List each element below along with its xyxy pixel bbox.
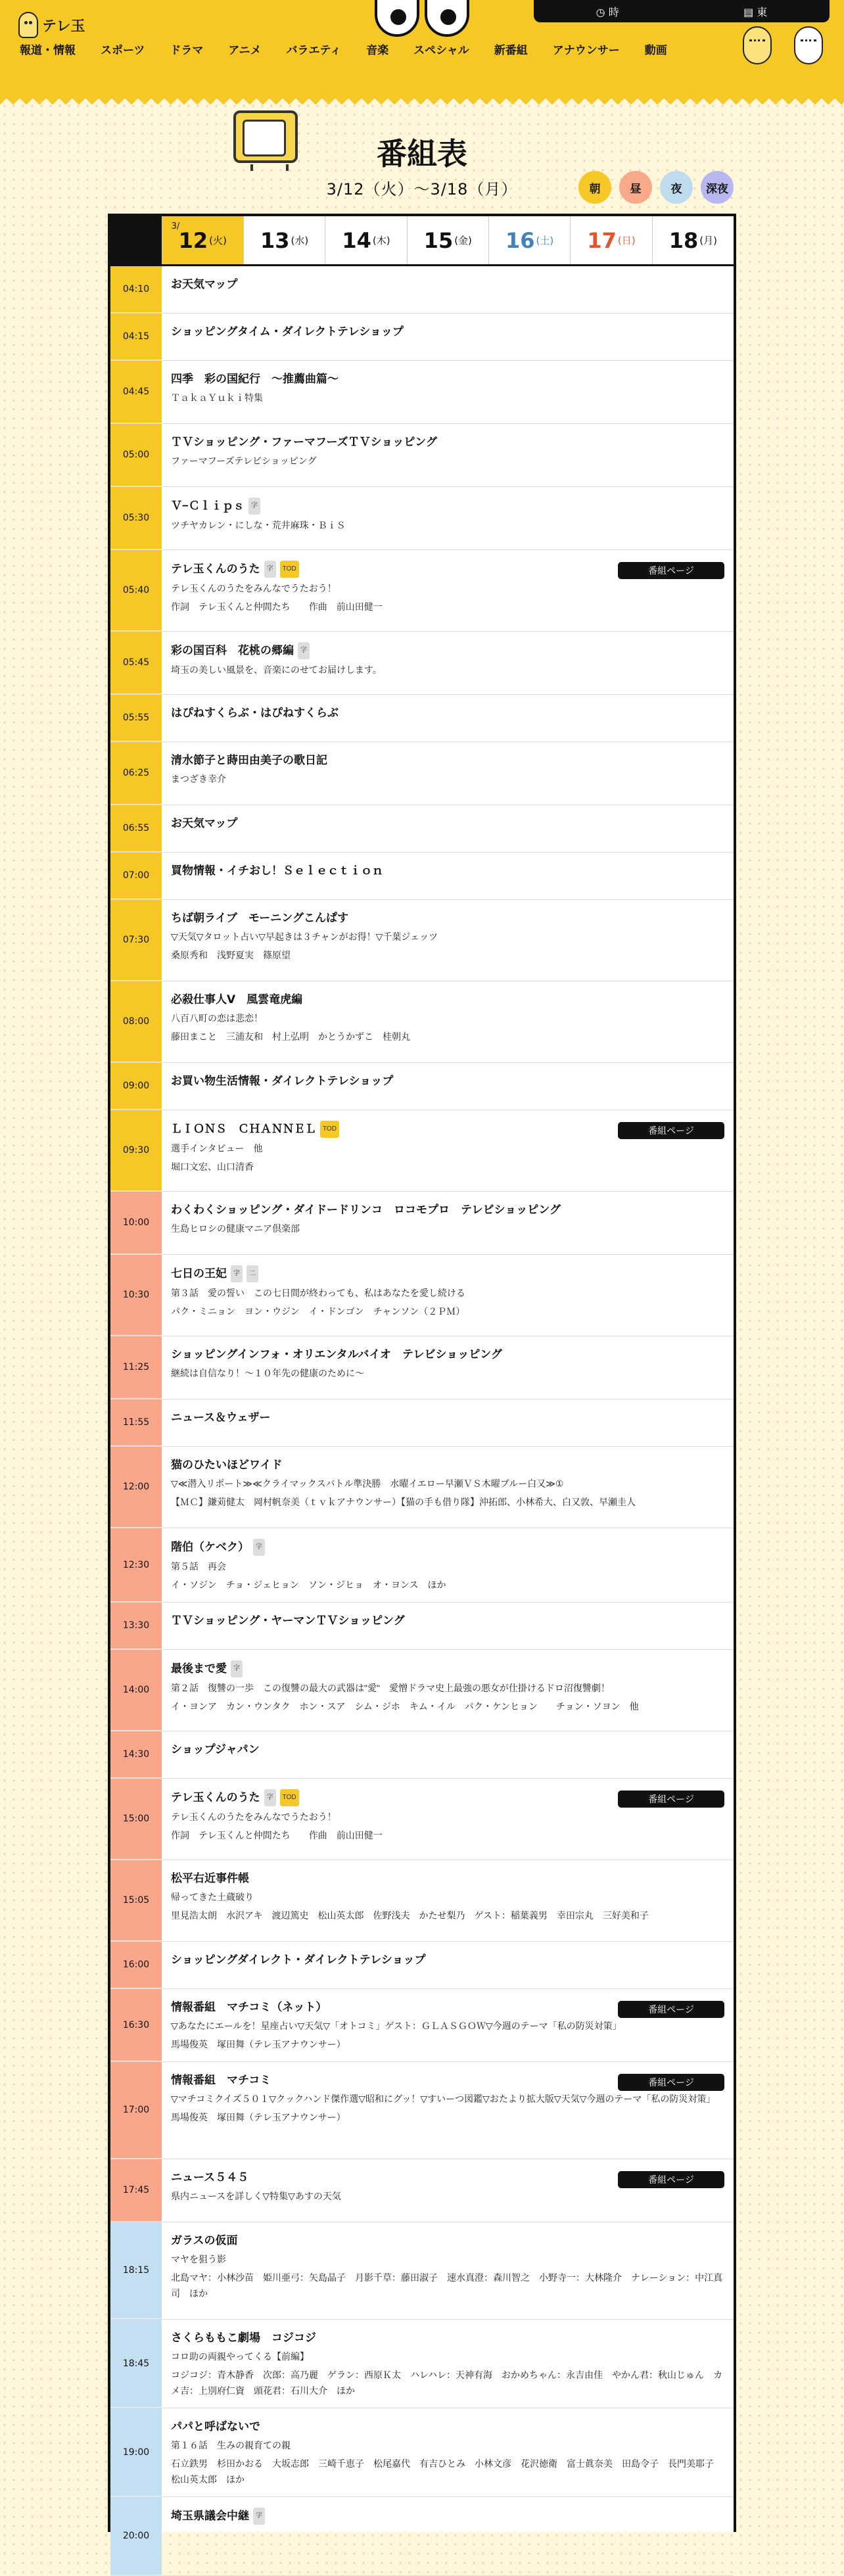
program-time: 05:00 (110, 424, 162, 486)
program-title-text[interactable]: 階伯（ケベク） (171, 1541, 249, 1553)
program-description: 藤田まこと 三浦友和 村上弘明 かとうかずこ 桂朝丸 (171, 1031, 410, 1042)
program-description: ▽≪潜入リポート≫≪クライマックスバトル準決勝 水曜イエロー早瀬ＶＳ木曜ブルー白又≫① (171, 1478, 564, 1489)
day-number: 13 (260, 227, 290, 253)
nav-item[interactable]: アナウンサー (552, 44, 620, 57)
program-cell (162, 742, 734, 805)
program-description: ツチヤカレン・にしな・荒井麻珠・ＢｉＳ (171, 520, 346, 530)
program-cell (162, 1336, 734, 1399)
program-cell (162, 2497, 734, 2575)
program-row (110, 314, 734, 361)
program-title[interactable] (171, 1347, 724, 1363)
program-page-button[interactable]: 番組ページ (618, 2001, 724, 2018)
day-weekday: (火) (209, 235, 227, 246)
program-cell (162, 1192, 734, 1254)
program-title-text[interactable]: ちば朝ライブ モーニングこんぱす (171, 912, 348, 924)
program-grid (108, 214, 736, 2541)
program-description: テレ玉くんのうたをみんなでうたおう！ (171, 583, 337, 594)
program-row (110, 853, 734, 900)
nav-item[interactable]: 音楽 (366, 44, 389, 57)
caption-badge: 字 (264, 561, 276, 578)
band-morning-button[interactable]: 朝 (578, 171, 611, 204)
site-logo[interactable] (18, 12, 85, 38)
day-month: 3/ (171, 222, 180, 231)
program-title-text[interactable]: ショッピングダイレクト・ダイレクトテレショップ (171, 1954, 426, 1966)
global-nav (20, 41, 692, 57)
program-description: まつざき幸介 (171, 774, 226, 784)
program-time: 18:45 (110, 2320, 162, 2408)
program-title-text[interactable]: ニュース５４５ (171, 2171, 249, 2184)
program-page-button[interactable]: 番組ページ (618, 1122, 724, 1139)
program-description: 馬場俊英 塚田舞（テレ玉アナウンサー） (171, 2039, 346, 2049)
program-cell (162, 1731, 734, 1778)
program-cell (162, 805, 734, 852)
program-title-text[interactable]: 彩の国百科 花桃の郷編 (171, 644, 294, 657)
program-title[interactable] (171, 434, 724, 450)
program-title[interactable] (171, 1613, 724, 1629)
program-row (110, 1336, 734, 1399)
program-title-text[interactable]: 情報番組 マチコミ (171, 2074, 271, 2086)
program-time: 04:10 (110, 266, 162, 313)
band-day-button[interactable]: 昼 (619, 171, 652, 204)
program-title[interactable] (171, 1265, 724, 1282)
day-number: 12 (178, 227, 208, 253)
program-time: 06:25 (110, 742, 162, 805)
program-time: 12:30 (110, 1528, 162, 1602)
program-time: 11:25 (110, 1336, 162, 1399)
program-title-text[interactable]: お買い物生活情報・ダイレクトテレショップ (171, 1075, 394, 1087)
program-description: 【ＭＣ】鎌苅健太 岡村帆奈美（ｔｖｋアナウンサー）【猫の手も借り隊】沖拓郎、小林希大、白又敦、早瀬圭人 (171, 1497, 636, 1507)
nav-item[interactable]: 報道・情報 (20, 44, 76, 57)
program-time: 16:00 (110, 1942, 162, 1988)
program-cell (162, 550, 734, 631)
program-title-text[interactable]: わくわくショッピング・ダイドードリンコ ロコモプロ テレビショッピング (171, 1204, 561, 1216)
program-row (110, 266, 734, 314)
program-description: 作詞 テレ玉くんと仲間たち 作曲 前山田健一 (171, 1830, 383, 1840)
program-cell (162, 266, 734, 313)
program-title-text[interactable]: 最後まで愛 (171, 1662, 227, 1675)
program-row (110, 1603, 734, 1650)
program-cell (162, 1779, 734, 1860)
program-description: イ・ソジン チョ・ジェヒョン ソン・ジヒョ オ・ヨンス ほか (171, 1580, 446, 1590)
program-cell (162, 1110, 734, 1191)
grid-corner (110, 216, 162, 264)
program-title-text[interactable]: 猫のひたいほどワイド (171, 1459, 283, 1471)
program-row (110, 900, 734, 981)
program-row (110, 2497, 734, 2576)
program-row (110, 981, 734, 1063)
time-band-selector (578, 171, 734, 204)
program-row (110, 1650, 734, 1731)
program-description: 作詞 テレ玉くんと仲間たち 作曲 前山田健一 (171, 601, 383, 612)
program-time: 09:30 (110, 1110, 162, 1191)
program-cell (162, 695, 734, 741)
program-description: 北島マヤ：小林沙苗 姫川亜弓：矢島晶子 月影千草：藤田淑子 速水真澄：森川智之 小野寺一：大林隆介 ナレーション：中江真司 ほか (171, 2272, 723, 2299)
right-eye-icon (425, 0, 469, 37)
program-title-text[interactable]: 必殺仕事人Ⅴ 風雲竜虎編 (171, 993, 303, 1006)
program-cell (162, 1399, 734, 1446)
program-title[interactable] (171, 2330, 724, 2346)
program-title[interactable] (171, 642, 724, 659)
program-title[interactable] (171, 1660, 724, 1677)
program-title-text[interactable]: お天気マップ (171, 817, 238, 830)
program-description: 選手インタビュー 他 (171, 1143, 263, 1154)
program-cell (162, 314, 734, 360)
program-time: 09:00 (110, 1063, 162, 1110)
program-title-text[interactable]: 埼玉県議会中継 (171, 2510, 249, 2522)
day-number: 17 (587, 227, 617, 253)
program-description: コジコジ：青木静香 次郎：高乃麗 ゲラン：西原Ｋ太 ハレハレ：天神有海 おかめちゃん：永吉由佳 やかん君：秋山じゅん カメ吉：上別府仁資 頭花君：石川大介 ほか (171, 2370, 723, 2396)
program-title-text[interactable]: ＬＩＯＮＳ ＣＨＡＮＮＥＬ (171, 1123, 316, 1135)
program-page-button[interactable]: 番組ページ (618, 1791, 724, 1808)
program-title[interactable] (171, 863, 724, 879)
program-title-text[interactable]: さくらももこ劇場 コジコジ (171, 2331, 316, 2344)
caption-badge: 字 (253, 2508, 265, 2525)
program-page-button[interactable]: 番組ページ (618, 2074, 724, 2091)
day-tab[interactable] (570, 216, 651, 264)
program-time: 14:30 (110, 1731, 162, 1778)
program-title[interactable] (171, 498, 724, 515)
program-time: 19:00 (110, 2408, 162, 2496)
program-row (110, 2062, 734, 2159)
program-description: 生島ヒロシの健康マニア倶楽部 (171, 1223, 300, 1234)
program-cell (162, 424, 734, 486)
site-header (0, 0, 844, 97)
program-time: 06:55 (110, 805, 162, 852)
program-time: 05:40 (110, 550, 162, 631)
program-time: 05:45 (110, 632, 162, 694)
program-description: ファーマフーズテレビショッピング (171, 456, 317, 466)
program-row (110, 1942, 734, 1989)
program-row (110, 487, 734, 550)
program-title-text[interactable]: ＴＶショッピング・ヤーマンＴＶショッピング (171, 1614, 405, 1627)
program-title[interactable] (171, 324, 724, 340)
program-time: 07:00 (110, 853, 162, 899)
program-row (110, 742, 734, 805)
program-cell (162, 487, 734, 550)
program-cell (162, 900, 734, 981)
program-title[interactable] (171, 1410, 724, 1426)
nav-item[interactable]: 動画 (644, 44, 667, 57)
program-time: 04:45 (110, 361, 162, 423)
nav-item[interactable]: アニメ (228, 44, 262, 57)
program-row (110, 1110, 734, 1192)
program-time: 17:45 (110, 2159, 162, 2222)
band-late-night-button[interactable]: 深夜 (701, 171, 734, 204)
page-title: 番組表 (377, 136, 467, 172)
program-time: 11:55 (110, 1399, 162, 1446)
program-row (110, 695, 734, 742)
program-cell (162, 1942, 734, 1988)
program-time: 08:00 (110, 981, 162, 1062)
program-time: 15:05 (110, 1860, 162, 1941)
program-title[interactable] (171, 705, 724, 721)
day-tab[interactable] (243, 216, 325, 264)
program-row (110, 1860, 734, 1942)
program-title-text[interactable]: 清水節子と蒔田由美子の歌日記 (171, 754, 327, 766)
day-number: 15 (423, 227, 454, 253)
day-weekday: (土) (536, 235, 554, 246)
program-title[interactable] (171, 2508, 724, 2525)
program-list (110, 266, 734, 2576)
program-row (110, 1255, 734, 1336)
program-time: 05:30 (110, 487, 162, 550)
program-row (110, 2159, 734, 2222)
program-description: 第１６話 生みの親育ての親 (171, 2440, 291, 2450)
program-description: 第５話 再会 (171, 1561, 226, 1572)
caption-badge: 字 (231, 1660, 243, 1677)
day-tabs (110, 216, 734, 266)
program-cell (162, 853, 734, 899)
mascot-eyes (375, 0, 469, 37)
day-weekday: (水) (291, 235, 309, 246)
program-cell (162, 1650, 734, 1731)
program-cell (162, 2062, 734, 2159)
program-cell (162, 1860, 734, 1941)
nav-item[interactable]: バラエティ (286, 44, 342, 57)
caption-badge: 字 (253, 1539, 265, 1556)
program-row (110, 1989, 734, 2062)
program-description: ▽天気▽タロット占い▽早起きは３チャンがお得！▽千葉ジェッツ (171, 931, 438, 942)
day-tab[interactable] (325, 216, 406, 264)
caption-badge: 二 (246, 1265, 258, 1282)
program-row (110, 424, 734, 487)
program-title[interactable] (171, 2233, 724, 2249)
program-title-text[interactable]: はぴねすくらぶ・はぴねすくらぶ (171, 707, 339, 719)
program-cell (162, 1528, 734, 1602)
program-title-text[interactable]: ＴＶショッピング・ファーマフーズＴＶショッピング (171, 436, 437, 448)
program-title[interactable] (171, 816, 724, 831)
program-title[interactable] (171, 1742, 724, 1758)
program-description: 里見浩太朗 水沢アキ 渡辺篤史 松山英太郎 佐野浅夫 かたせ梨乃 ゲスト：稲葉義男 幸田宗丸 三好美和子 (171, 1910, 649, 1921)
program-time: 18:15 (110, 2222, 162, 2319)
program-description: 県内ニュースを詳しく▽特集▽あすの天気 (171, 2191, 341, 2201)
program-row (110, 1779, 734, 1860)
program-time: 05:55 (110, 695, 162, 741)
program-title-text[interactable]: ショッピングタイム・ダイレクトテレショップ (171, 325, 404, 338)
program-title[interactable] (171, 753, 724, 768)
program-time: 13:30 (110, 1603, 162, 1649)
program-title[interactable] (171, 1871, 724, 1886)
tod-badge: TOD (280, 561, 299, 578)
day-tab[interactable] (407, 216, 488, 264)
program-time: 20:00 (110, 2497, 162, 2575)
program-time: 12:00 (110, 1447, 162, 1528)
band-night-button[interactable]: 夜 (660, 171, 693, 204)
day-weekday: (金) (454, 235, 472, 246)
program-time: 10:30 (110, 1255, 162, 1336)
day-tab[interactable] (162, 216, 243, 264)
program-description: テレ玉くんのうたをみんなでうたおう！ (171, 1812, 337, 1822)
program-title[interactable] (171, 1457, 724, 1473)
program-title[interactable] (171, 1073, 724, 1089)
caption-badge: 字 (231, 1265, 243, 1282)
program-title-text[interactable]: Ｖ−Ｃｌｉｐｓ (171, 500, 245, 512)
tod-badge: TOD (320, 1121, 339, 1138)
program-description: 桑原秀和 浅野夏実 篠原望 (171, 950, 291, 960)
program-description: イ・ヨンア カン・ウンタク ホン・スア シム・ジホ キム・イル パク・ケンヒョン チョン・ソヨン 他 (171, 1701, 639, 1712)
day-weekday: (木) (372, 235, 390, 246)
program-row (110, 1063, 734, 1110)
program-title[interactable] (171, 277, 724, 293)
nav-item[interactable]: スペシャル (413, 44, 469, 57)
program-description: パク・ミニョン ヨン・ウジン イ・ドンゴン チャンソン（２ＰＭ） (171, 1306, 465, 1317)
program-title-text[interactable]: ショッピングインフォ・オリエンタルバイオ テレビショッピング (171, 1348, 502, 1361)
program-row (110, 2222, 734, 2320)
program-time: 16:30 (110, 1989, 162, 2061)
nav-item[interactable]: スポーツ (101, 44, 145, 57)
program-title-text[interactable]: 四季 彩の国紀行 〜推薦曲篇〜 (171, 373, 339, 385)
program-title-text[interactable]: 買物情報・イチおし！Ｓｅｌｅｃｔｉｏｎ (171, 864, 383, 877)
program-title-text[interactable]: テレ玉くんのうた (171, 1791, 260, 1804)
title-area (0, 110, 844, 209)
program-description: 帰ってきた土蔵破り (171, 1892, 254, 1902)
program-title[interactable] (171, 371, 724, 387)
date-range: 3/12（火）〜3/18（月） (326, 180, 518, 199)
program-cell (162, 2222, 734, 2319)
left-eye-icon (375, 0, 419, 37)
program-row (110, 1192, 734, 1255)
program-title-text[interactable]: ニュース＆ウェザー (171, 1411, 271, 1424)
weather-link[interactable]: ▤ 東 (743, 5, 768, 18)
program-description: 継続は自信なり！〜１０年先の健康のために〜 (171, 1368, 364, 1378)
program-cell (162, 1447, 734, 1528)
program-time: 07:30 (110, 900, 162, 981)
program-title-text[interactable]: パパと呼ばないで (171, 2420, 260, 2433)
program-cell (162, 2408, 734, 2496)
program-description: コロ助の両親やってくる【前編】 (171, 2351, 309, 2362)
caption-badge: 字 (264, 1789, 276, 1806)
program-title[interactable] (171, 1202, 724, 1218)
program-title-text[interactable]: 松平右近事件帳 (171, 1872, 249, 1885)
program-time: 04:15 (110, 314, 162, 360)
mascot-link-icon[interactable] (743, 26, 772, 64)
day-weekday: (月) (699, 235, 717, 246)
time-label: 時 (608, 5, 619, 18)
tod-badge: TOD (280, 1789, 299, 1806)
program-row (110, 1447, 734, 1528)
program-description: ▽あなたにエールを！星座占い▽天気▽「オトコミ」ゲスト：ＧＬＡＳＧＯＷ▽今週のテーマ「私の防災対策」 (171, 2021, 622, 2031)
program-title-text[interactable]: 情報番組 マチコミ（ネット） (171, 2001, 327, 2013)
program-cell (162, 1255, 734, 1336)
program-description: 堀口文宏、山口清香 (171, 1161, 254, 1172)
program-row (110, 1731, 734, 1779)
program-title[interactable] (171, 1539, 724, 1556)
program-cell (162, 1989, 734, 2061)
program-page-button[interactable]: 番組ページ (618, 2171, 724, 2188)
day-number: 18 (668, 227, 699, 253)
program-row (110, 361, 734, 424)
program-title-text[interactable]: テレ玉くんのうた (171, 563, 260, 575)
program-title[interactable] (171, 2419, 724, 2435)
top-utility-bar (534, 0, 830, 22)
program-row (110, 632, 734, 695)
program-time: 10:00 (110, 1192, 162, 1254)
program-description: 埼玉の美しい風景を、音楽にのせてお届けします。 (171, 665, 382, 675)
program-cell (162, 1603, 734, 1649)
program-title[interactable] (171, 1952, 724, 1968)
program-row (110, 1399, 734, 1447)
program-page-button[interactable]: 番組ページ (618, 562, 724, 579)
program-title-text[interactable]: ガラスの仮面 (171, 2234, 238, 2247)
program-row (110, 805, 734, 853)
program-title-text[interactable]: ショップジャパン (171, 1743, 260, 1756)
day-weekday: (日) (617, 235, 636, 246)
weather-label: 東 (757, 5, 768, 18)
program-description: マヤを狙う影 (171, 2254, 226, 2264)
program-description: ▽マチコミクイズ５０１▽クックハンド傑作選▽昭和にグッ！▽すいーつ図鑑▽おたより拡大版▽天気▽今週のテーマ「私の防災対策」 (171, 2094, 716, 2104)
program-row (110, 550, 734, 632)
program-description: 第３話 愛の誓い この七日間が終わっても、私はあなたを愛し続ける (171, 1288, 465, 1298)
program-description: 石立鉄男 杉田かおる 大坂志郎 三崎千恵子 松尾嘉代 有吉ひとみ 小林文彦 花沢徳衛 富士眞奈美 田島令子 長門美耶子 松山英太郎 ほか (171, 2458, 723, 2485)
program-time: 14:00 (110, 1650, 162, 1731)
program-row (110, 2320, 734, 2408)
day-tab[interactable] (652, 216, 734, 264)
program-row (110, 1528, 734, 1603)
nav-item[interactable]: ドラマ (170, 44, 204, 57)
logo-text: テレ玉 (42, 18, 85, 35)
caption-badge: 字 (298, 642, 310, 659)
program-cell (162, 981, 734, 1062)
program-cell (162, 2320, 734, 2408)
time-link[interactable]: ◷ 時 (596, 5, 619, 18)
program-title[interactable] (171, 910, 724, 926)
program-cell (162, 2159, 734, 2222)
day-number: 14 (342, 227, 371, 253)
program-title[interactable] (171, 992, 724, 1008)
program-title-text[interactable]: お天気マップ (171, 278, 238, 291)
mascot-link-2-icon[interactable] (794, 26, 823, 64)
day-number: 16 (505, 227, 535, 253)
program-time: 15:00 (110, 1779, 162, 1860)
program-time: 17:00 (110, 2062, 162, 2159)
program-description: 馬場俊英 塚田舞（テレ玉アナウンサー） (171, 2112, 346, 2122)
caption-badge: 字 (248, 498, 260, 515)
tele-tama-mascot-icon (18, 12, 38, 38)
program-row (110, 2408, 734, 2497)
day-tab[interactable] (488, 216, 570, 264)
program-cell (162, 1063, 734, 1110)
program-cell (162, 632, 734, 694)
program-title-text[interactable]: 七日の王妃 (171, 1267, 227, 1280)
program-cell (162, 361, 734, 423)
nav-item[interactable]: 新番組 (494, 44, 528, 57)
program-description: 第２話 復讐の一歩 この復讐の最大の武器は"愛" 愛憎ドラマ史上最強の悪女が仕掛けるドロ沼復讐劇！ (171, 1683, 610, 1693)
program-description: ＴａｋａＹｕｋｉ特集 (171, 392, 263, 403)
program-description: 八百八町の恋は悲恋！ (171, 1013, 263, 1023)
